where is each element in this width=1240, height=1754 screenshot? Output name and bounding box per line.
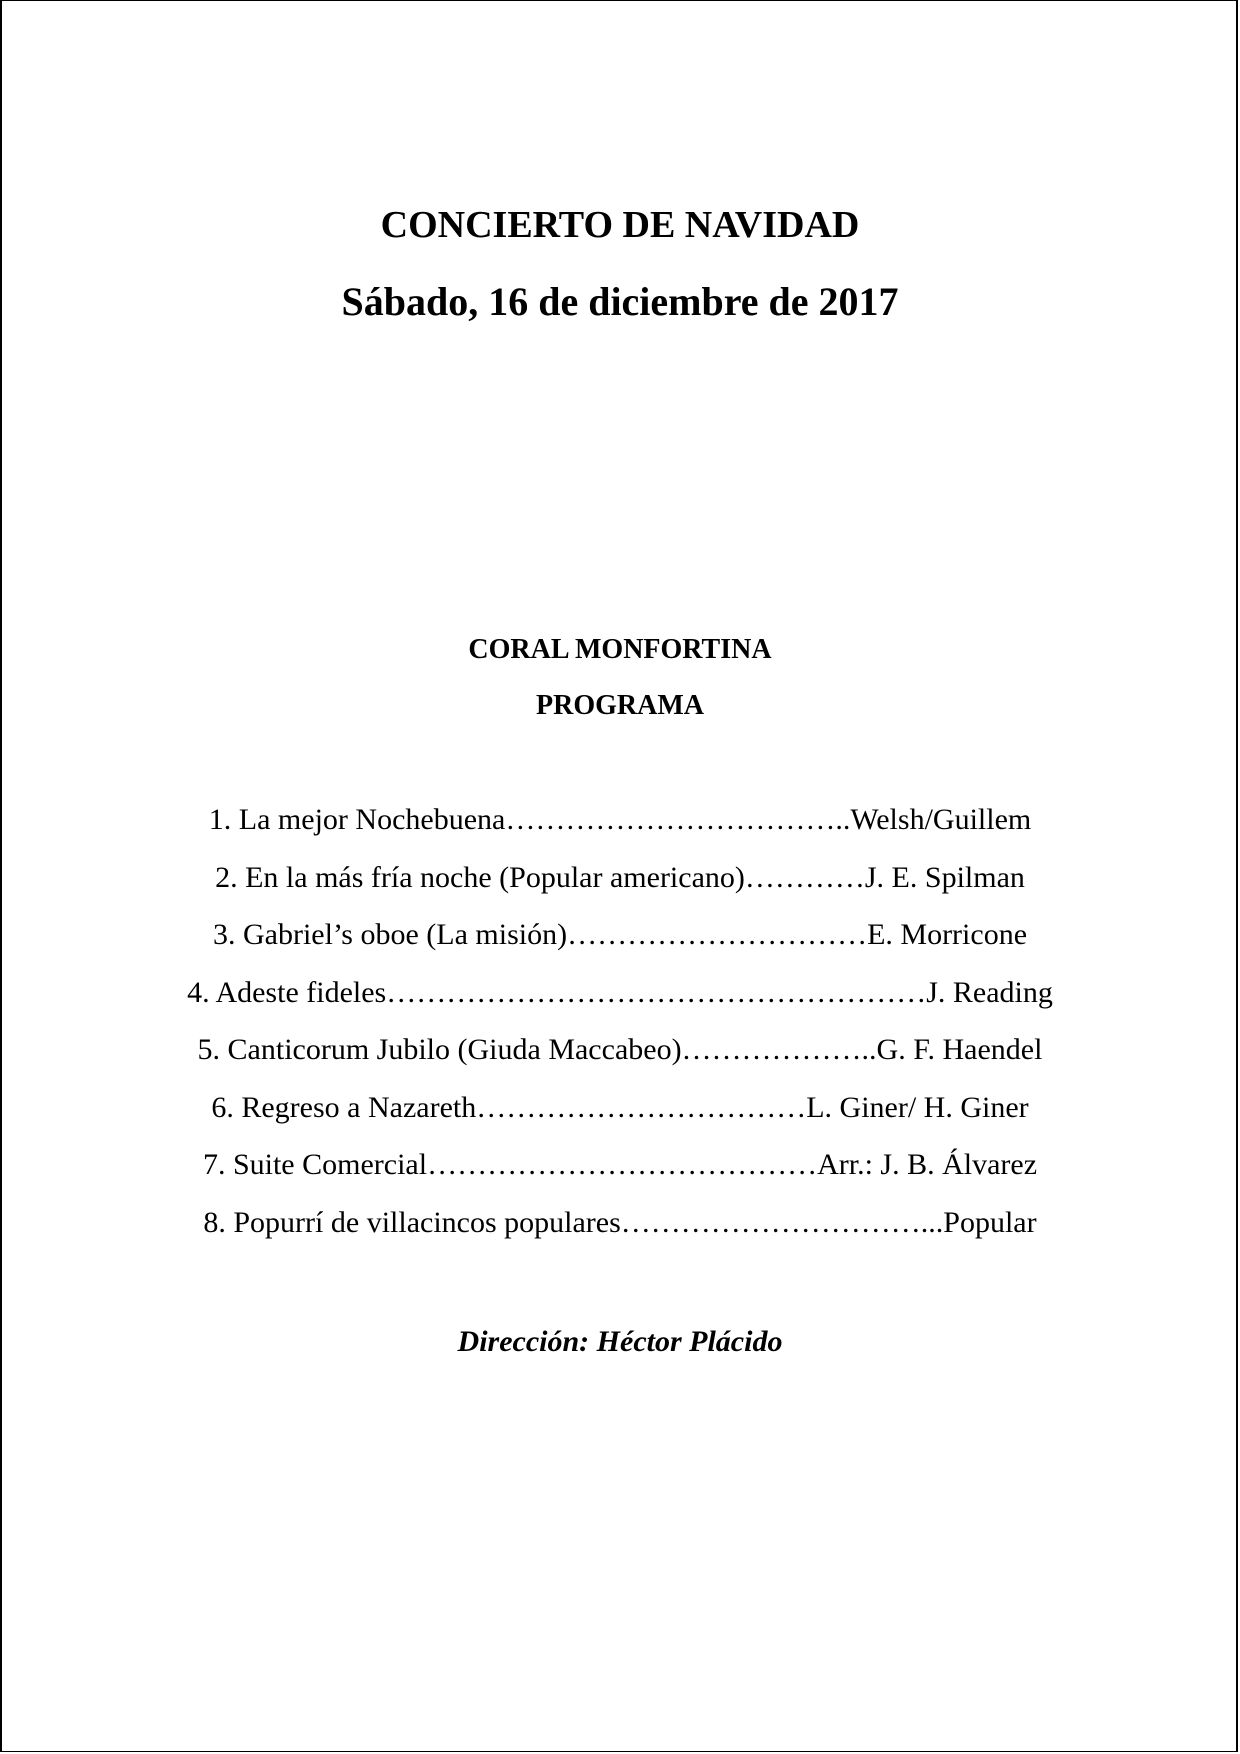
program-item-3: 3. Gabriel’s oboe (La misión)…………………………E. Morricone: [212, 918, 1028, 951]
program-item-7: 7. Suite Comercial…………………………………Arr.: J. B. Álvarez: [202, 1148, 1038, 1181]
program-item-8: 8. Popurrí de villacincos populares…………………………...Popular: [203, 1205, 1037, 1239]
conductor-credit: Dirección: Héctor Plácido: [457, 1325, 783, 1358]
concert-date: Sábado, 16 de diciembre de 2017: [341, 279, 899, 324]
concert-title: CONCIERTO DE NAVIDAD: [380, 204, 860, 246]
program-item-6: 6. Regreso a Nazareth……………………………L. Giner/ H. Giner: [211, 1090, 1029, 1124]
program-item-1: 1. La mejor Nochebuena……………………………..Welsh/Guillem: [208, 803, 1032, 836]
program-list: [0, 800, 1240, 1260]
program-item-2: 2. En la más fría noche (Popular americano)…………J. E. Spilman: [215, 860, 1025, 894]
program-item-5: 5. Canticorum Jubilo (Giuda Maccabeo)………………..G. F. Haendel: [197, 1033, 1043, 1066]
choir-name: CORAL MONFORTINA: [468, 634, 772, 665]
program-item-4: 4. Adeste fideles………………………………………………J. Reading: [187, 975, 1053, 1009]
program-heading: PROGRAMA: [536, 690, 704, 721]
